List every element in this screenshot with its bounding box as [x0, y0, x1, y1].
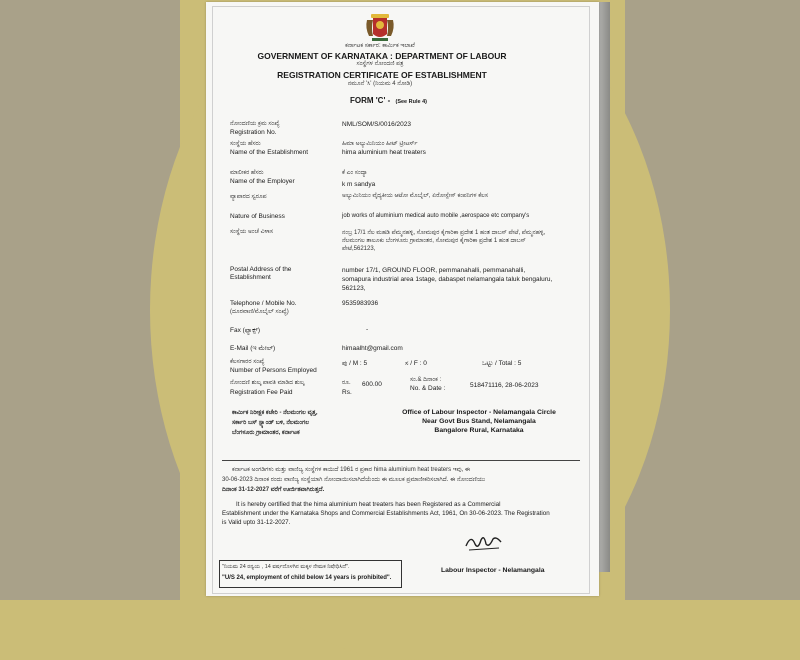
office-en-line-2: Near Govt Bus Stand, Nelamangala [422, 418, 536, 425]
employed-female: ಸ / F : 0 [405, 360, 427, 367]
employed-male: ಪು / M : 5 [342, 360, 368, 367]
business-value: job works of aluminium medical auto mobile ,aerospace etc company's [342, 213, 530, 219]
label-kn-business: ವ್ಯಾಪಾರದ ಸ್ವರೂಪ [230, 194, 267, 200]
label-telephone: Telephone / Mobile No. [230, 300, 297, 307]
divider [222, 460, 580, 461]
registration-no-value: NML/SOM/S/0016/2023 [342, 121, 412, 128]
office-en-line-1: Office of Labour Inspector - Nelamangala Circle [402, 409, 556, 416]
establishment-value: hima aluminium heat treaters [342, 149, 426, 156]
label-kn-employed: ಕೆಲಸಗಾರರ ಸಂಖ್ಯೆ [230, 359, 265, 365]
kannada-certificate-line: ಸಂಸ್ಥೆಗಳ ನೋಂದಣಿ ಪತ್ರ [356, 61, 404, 67]
label-kn-fee: ನೋಂದಣಿ ಶುಲ್ಕ ಪಾವತಿ ಮಾಡಿದ ಶುಲ್ಕ [230, 380, 305, 386]
label-kn-address: ಸಂಸ್ಥೆಯ ಅಂಚೆ ವಿಳಾಸ [230, 229, 274, 235]
address-value: number 17/1, GROUND FLOOR, pemmanahalli, pemmanahalli, somapura industrial area 1stage, dabaspet nelamangala taluk bengaluru, 562123, [342, 267, 553, 292]
office-kn-line-1: ಕಾರ್ಮಿಕ ನಿರೀಕ್ಷಕ ಕಚೇರಿ - ನೆಲಮಂಗಲ ವೃತ್ತ, [232, 410, 318, 416]
kannada-form-line: ನಮೂನೆ 'ಸಿ' (ನಿಯಮ 4 ನೋಡಿ) [347, 81, 413, 87]
label-email: E-Mail (ಇ ಮೇಲ್) [230, 345, 276, 352]
establishment-value-kn: ಹಿಮಾ ಅಲ್ಯುಮಿನಿಯಂ ಹೀಟ್ ಟ್ರೀಟರ್ಸ್ [342, 141, 418, 147]
english-cert-line-2: Establishment under the Karnataka Shops and Commercial Establishments Act, 1961, On 30-06-2023. The Registration [222, 510, 550, 517]
label-kn-registration-no: ನೋಂದಣಿಯ ಕ್ರಮ ಸಂಖ್ಯೆ [230, 121, 280, 127]
notice-en: "U/S 24, employment of child below 14 years is prohibited". [222, 575, 392, 581]
fee-rs-kn: ರೂ. [342, 380, 351, 386]
label-kn-establishment: ಸಂಸ್ಥೆಯ ಹೆಸರು [230, 141, 261, 147]
email-value: himaalht@gmail.com [342, 345, 403, 352]
kannada-cert-line-3: ದಿನಾಂಕ 31-12-2027 ವರೆಗೆ ಊರ್ಜಿತವಾಗಿರುತ್ತದೆ. [222, 487, 325, 493]
fee-no-date-value: 518471116, 28-06-2023 [470, 382, 539, 389]
fee-amount: 600.00 [362, 381, 382, 388]
label-fax: Fax (ಫ್ಯಾಕ್ಸ್) [230, 327, 260, 334]
address-value-kn: ನಂಬ್ರ 17/1 ನೆಲ ಮಹಡಿ ಪೆಮ್ಮನಹಳ್ಳಿ, ಸೋಮಪುರ ಕೈಗಾರಿಕಾ ಪ್ರದೇಶ 1 ಹಂತ ದಾಬಸ್ ಪೇಟೆ, ಪೆಮ್ಮನಹಳ್ಳಿ, ನೆಲಮಂಗಲ ತಾಲೂಕು ಬೆಂಗಳೂರು ಗ್ರಾಮಾಂತರ, ಸೋಮಪುರ ಕೈಗಾರಿಕಾ ಪ್ರದೇಶ 1 ಹಂತ ದಾಬಸ್ ಪೇಟೆ,562123, [342, 230, 546, 252]
kannada-cert-line-2: 30-06-2023 ದಿನಾಂಕ ರಂದು ವಾಣಿಜ್ಯ ಸಂಸ್ಥೆಯಾಗಿ ನೋಂದಾಯಿಸಲಾಗಿದೆಯೆಂದು ಈ ಮೂಲಕ ಪ್ರಮಾಣೀಕರಿಸಲಾಗಿದೆ. ಈ ನೋಂದಣಿಯು [222, 477, 486, 483]
form-label: FORM 'C' - (See Rule 4) [350, 96, 427, 105]
office-kn-line-3: ಬೆಂಗಳೂರು ಗ್ರಾಮಾಂತರ, ಕರ್ನಾಟಕ [232, 430, 300, 436]
label-kn-telephone: (ದೂರವಾಣಿ/ಮೊಬೈಲ್ ಸಂಖ್ಯೆ) [230, 309, 289, 315]
employer-value: k m sandya [342, 181, 376, 188]
english-cert-line-3: is Valid upto 31-12-2027. [222, 519, 291, 526]
english-cert-line-1: It is hereby certified that the hima aluminium heat treaters has been Registered as a Commercial [236, 501, 501, 508]
label-employed: Number of Persons Employed [230, 367, 317, 374]
label-employer: Name of the Employer [230, 178, 295, 185]
fee-rs: Rs. [342, 389, 352, 396]
employed-total: ಒಟ್ಟು / Total : 5 [482, 360, 522, 367]
employer-value-kn: ಕೆ ಎಂ ಸಂದ್ಯಾ [342, 170, 368, 176]
fax-value: - [366, 326, 369, 333]
karnataka-emblem-icon [363, 12, 397, 44]
label-kn-employer: ಮಾಲೀಕರ ಹೆಸರು [230, 170, 264, 176]
kannada-government-line: ಕರ್ನಾಟಕ ಸರ್ಕಾರ: ಕಾರ್ಮಿಕ ಇಲಾಖೆ [345, 43, 415, 49]
label-fee: Registration Fee Paid [230, 389, 293, 396]
label-registration-no: Registration No. [230, 129, 277, 136]
office-en-line-3: Bangalore Rural, Karnataka [434, 427, 524, 434]
label-business: Nature of Business [230, 213, 285, 220]
label-address: Postal Address of the Establishment [230, 266, 292, 281]
paper-shadow [598, 2, 610, 572]
kannada-cert-line-1: ಕರ್ನಾಟಕ ಅಂಗಡಿಗಳು ಮತ್ತು ವಾಣಿಜ್ಯ ಸಂಸ್ಥೆಗಳ ಕಾಯಿದೆ 1961 ರ ಪ್ರಕಾರ hima aluminium heat treaters ಇವು, ಈ [232, 467, 471, 473]
signature-title: Labour Inspector - Nelamangala [441, 567, 545, 574]
notice-kn: "ನಿಯಮ 24 ರನ್ವಯ , 14 ವರ್ಷದೊಳಗಿನ ಮಕ್ಕಳ ನೇಮಕ ನಿಷೇಧಿಸಿದೆ". [222, 564, 350, 570]
signature-icon [463, 530, 505, 554]
office-kn-line-2: ಸರ್ಕಾರಿ ಬಸ್ ಸ್ಟ್ಯಾಂಡ್ ಬಳಿ, ನೆಲಮಂಗಲ [232, 420, 310, 426]
label-establishment: Name of the Establishment [230, 149, 309, 156]
business-value-kn: ಅಲ್ಯುಮಿನಿಯಂ ವೈದ್ಯಕೀಯ ಆಟೋ ಮೊಬೈಲ್, ಏರೋಸ್ಪೇಸ್ ಕಂಪನಿಗಳ ಕೆಲಸ [342, 193, 489, 199]
certificate-title: REGISTRATION CERTIFICATE OF ESTABLISHMENT [277, 70, 487, 80]
government-line: GOVERNMENT OF KARNATAKA : DEPARTMENT OF LABOUR [257, 51, 507, 61]
fee-no-date: No. & Date : [410, 385, 446, 392]
fee-no-date-kn: ಸಂ.& ದಿನಾಂಕ : [410, 377, 442, 383]
telephone-value: 9535983936 [342, 300, 379, 307]
